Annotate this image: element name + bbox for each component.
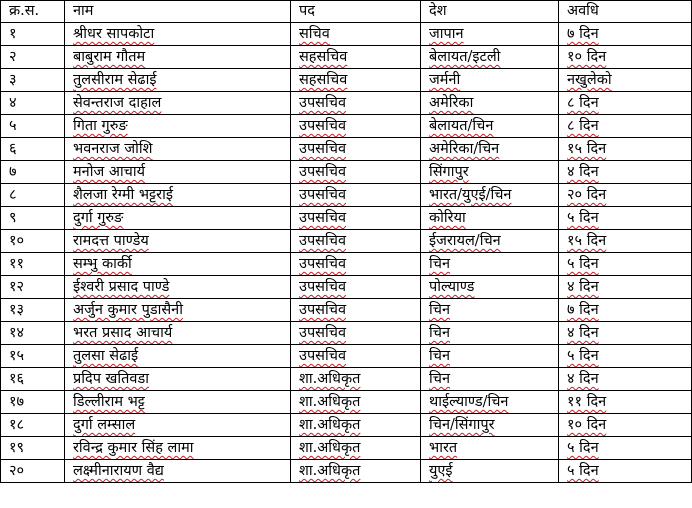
cell-name-text: गिता गुरुङ xyxy=(73,118,128,134)
cell-position-text: उपसचिव xyxy=(299,279,347,295)
cell-duration xyxy=(559,276,692,299)
cell-country xyxy=(421,368,559,391)
cell-name-text: श्रीधर सापकोटा xyxy=(73,26,155,42)
cell-duration xyxy=(559,69,692,92)
cell-country-text: चिन xyxy=(429,348,451,364)
table-row xyxy=(1,253,692,276)
cell-country xyxy=(421,161,559,184)
cell-country-text: सिंगापुर xyxy=(429,164,469,180)
cell-country xyxy=(421,230,559,253)
cell-country-text: जर्मनी xyxy=(429,72,461,88)
cell-duration xyxy=(559,207,692,230)
cell-duration-text: १० दिन xyxy=(567,417,607,433)
cell-position xyxy=(291,414,421,437)
table-row xyxy=(1,322,692,345)
cell-name-text: तुलसा सेढाई xyxy=(73,348,139,364)
cell-duration-text: १० दिन xyxy=(567,49,607,65)
cell-position xyxy=(291,207,421,230)
cell-serial-number-text: १४ xyxy=(9,325,25,341)
cell-country xyxy=(421,23,559,46)
table-row xyxy=(1,345,692,368)
cell-position-text: उपसचिव xyxy=(299,325,347,341)
cell-position-text: उपसचिव xyxy=(299,348,347,364)
cell-name-text: मनोज आचार्य xyxy=(73,164,146,180)
cell-serial-number-text: १३ xyxy=(9,302,25,318)
cell-position xyxy=(291,69,421,92)
cell-serial-number xyxy=(1,46,65,69)
cell-name-text: तुलसीराम सेढाई xyxy=(73,72,157,88)
cell-serial-number-text: ६ xyxy=(9,141,17,157)
cell-serial-number-text: ११ xyxy=(9,256,25,272)
cell-name-text: दुर्गा गुरुङ xyxy=(73,210,124,226)
cell-duration xyxy=(559,161,692,184)
cell-country-text: भारत/युएई/चिन xyxy=(429,187,512,203)
cell-country-text: चिन xyxy=(429,302,451,318)
cell-country-text: चिन xyxy=(429,256,451,272)
cell-position-text: उपसचिव xyxy=(299,141,347,157)
cell-name-text: भरत प्रसाद आचार्य xyxy=(73,325,173,341)
cell-country-text: चिन xyxy=(429,371,451,387)
cell-duration-text: १५ दिन xyxy=(567,141,607,157)
cell-name-text: प्रदिप खतिवडा xyxy=(73,371,150,387)
table-row xyxy=(1,437,692,460)
cell-position-text: उपसचिव xyxy=(299,302,347,318)
cell-serial-number xyxy=(1,299,65,322)
cell-duration xyxy=(559,138,692,161)
cell-position xyxy=(291,437,421,460)
header-duration: अवधि xyxy=(559,1,692,23)
cell-name-text: अर्जुन कुमार पुडासैनी xyxy=(73,302,183,318)
table-row xyxy=(1,230,692,253)
cell-name xyxy=(65,69,291,92)
cell-serial-number-text: १८ xyxy=(9,417,25,433)
cell-country xyxy=(421,437,559,460)
cell-name-text: सम्भु कार्की xyxy=(73,256,132,272)
cell-position-text: उपसचिव xyxy=(299,256,347,272)
cell-serial-number-text: १० xyxy=(9,233,25,249)
cell-name-text: बाबुराम गौतम xyxy=(73,49,146,65)
cell-duration-text: ५ दिन xyxy=(567,463,599,479)
cell-position-text: शा.अधिकृत xyxy=(299,440,361,456)
cell-name xyxy=(65,391,291,414)
cell-duration-text: ४ दिन xyxy=(567,279,599,295)
cell-name xyxy=(65,230,291,253)
cell-country xyxy=(421,46,559,69)
cell-country xyxy=(421,391,559,414)
cell-duration xyxy=(559,46,692,69)
cell-country-text: ईजरायल/चिन xyxy=(429,233,501,249)
cell-country-text: जापान xyxy=(429,26,464,42)
table-row xyxy=(1,460,692,483)
cell-country xyxy=(421,92,559,115)
cell-position xyxy=(291,92,421,115)
cell-country xyxy=(421,207,559,230)
cell-name-text: दुर्गा लम्साल xyxy=(73,417,136,433)
cell-country xyxy=(421,322,559,345)
table-row xyxy=(1,299,692,322)
cell-serial-number xyxy=(1,253,65,276)
cell-name xyxy=(65,184,291,207)
cell-name-text: रामदत्त पाण्डेय xyxy=(73,233,149,249)
cell-country-text: चिन xyxy=(429,325,451,341)
cell-country-text: कोरिया xyxy=(429,210,466,226)
cell-position xyxy=(291,460,421,483)
cell-duration xyxy=(559,92,692,115)
cell-country xyxy=(421,69,559,92)
cell-position-text: उपसचिव xyxy=(299,233,347,249)
cell-name xyxy=(65,92,291,115)
cell-serial-number-text: ९ xyxy=(9,210,17,226)
cell-position xyxy=(291,299,421,322)
cell-duration-text: ५ दिन xyxy=(567,440,599,456)
header-country: देश xyxy=(421,1,559,23)
cell-duration-text: ५ दिन xyxy=(567,256,599,272)
cell-position xyxy=(291,46,421,69)
cell-duration xyxy=(559,368,692,391)
cell-position-text: उपसचिव xyxy=(299,210,347,226)
cell-position-text: सहसचिव xyxy=(299,49,348,65)
cell-country-text: अमेरिका xyxy=(429,95,474,111)
cell-country-text: अमेरिका/चिन xyxy=(429,141,500,157)
cell-duration-text: ७ दिन xyxy=(567,302,599,318)
cell-serial-number xyxy=(1,115,65,138)
cell-position xyxy=(291,322,421,345)
cell-duration xyxy=(559,230,692,253)
cell-duration-text: ४ दिन xyxy=(567,164,599,180)
cell-position-text: शा.अधिकृत xyxy=(299,371,361,387)
cell-position xyxy=(291,368,421,391)
cell-serial-number xyxy=(1,368,65,391)
cell-duration-text: ५ दिन xyxy=(567,348,599,364)
cell-position-text: शा.अधिकृत xyxy=(299,417,361,433)
cell-country-text: बेलायत/चिन xyxy=(429,118,494,134)
cell-name-text: भवनराज जोशि xyxy=(73,141,153,157)
cell-duration-text: ७ दिन xyxy=(567,26,599,42)
cell-name xyxy=(65,138,291,161)
cell-duration xyxy=(559,437,692,460)
cell-serial-number xyxy=(1,138,65,161)
cell-duration-text: ११ दिन xyxy=(567,394,607,410)
cell-name xyxy=(65,115,291,138)
cell-name-text: रविन्द्र कुमार सिंह लामा xyxy=(73,440,194,456)
cell-position xyxy=(291,391,421,414)
cell-name xyxy=(65,368,291,391)
table-row xyxy=(1,207,692,230)
cell-serial-number-text: ७ xyxy=(9,164,17,180)
table-row xyxy=(1,391,692,414)
table-row xyxy=(1,138,692,161)
cell-duration xyxy=(559,391,692,414)
table-row xyxy=(1,184,692,207)
table-row xyxy=(1,115,692,138)
cell-name-text: शैलजा रेग्मी भट्टराई xyxy=(73,187,173,203)
table-row xyxy=(1,414,692,437)
cell-country-text: बेलायत/इटली xyxy=(429,49,501,65)
table-row xyxy=(1,46,692,69)
cell-serial-number xyxy=(1,23,65,46)
cell-name xyxy=(65,161,291,184)
header-serial-number: क्र.स. xyxy=(1,1,65,23)
cell-serial-number xyxy=(1,230,65,253)
cell-country xyxy=(421,184,559,207)
cell-position xyxy=(291,23,421,46)
cell-serial-number xyxy=(1,391,65,414)
cell-name xyxy=(65,322,291,345)
cell-country-text: भारत xyxy=(429,440,458,456)
cell-position xyxy=(291,345,421,368)
cell-duration xyxy=(559,253,692,276)
cell-position-text: शा.अधिकृत xyxy=(299,463,361,479)
cell-name xyxy=(65,276,291,299)
cell-position-text: उपसचिव xyxy=(299,95,347,111)
cell-duration-text: ४ दिन xyxy=(567,325,599,341)
cell-position xyxy=(291,253,421,276)
cell-name-text: सेवन्तराज दाहाल xyxy=(73,95,162,111)
table-row xyxy=(1,69,692,92)
cell-duration-text: ४ दिन xyxy=(567,371,599,387)
cell-duration xyxy=(559,345,692,368)
header-name: नाम xyxy=(65,1,291,23)
cell-duration xyxy=(559,115,692,138)
cell-country xyxy=(421,345,559,368)
cell-name-text: लक्ष्मीनारायण वैद्य xyxy=(73,463,164,479)
cell-position xyxy=(291,138,421,161)
cell-country-text: थाईल्याण्ड/चिन xyxy=(429,394,509,410)
cell-name xyxy=(65,23,291,46)
cell-duration-text: ८ दिन xyxy=(567,95,599,111)
table-row xyxy=(1,23,692,46)
cell-duration xyxy=(559,23,692,46)
cell-serial-number xyxy=(1,92,65,115)
cell-name xyxy=(65,46,291,69)
cell-country xyxy=(421,276,559,299)
cell-serial-number xyxy=(1,322,65,345)
cell-country xyxy=(421,414,559,437)
cell-name xyxy=(65,253,291,276)
cell-serial-number xyxy=(1,276,65,299)
cell-serial-number xyxy=(1,414,65,437)
cell-name xyxy=(65,299,291,322)
cell-position xyxy=(291,184,421,207)
table-row xyxy=(1,161,692,184)
table-row xyxy=(1,92,692,115)
cell-name-text: डिल्लीराम भट्ट xyxy=(73,394,145,410)
cell-name xyxy=(65,460,291,483)
header-position: पद xyxy=(291,1,421,23)
cell-position-text: शा.अधिकृत xyxy=(299,394,361,410)
cell-position-text: सहसचिव xyxy=(299,72,348,88)
cell-country xyxy=(421,460,559,483)
cell-serial-number-text: ४ xyxy=(9,95,17,111)
cell-country xyxy=(421,138,559,161)
cell-serial-number xyxy=(1,460,65,483)
cell-serial-number-text: २० xyxy=(9,463,25,479)
cell-serial-number xyxy=(1,345,65,368)
cell-serial-number-text: ३ xyxy=(9,72,17,88)
cell-serial-number-text: २ xyxy=(9,49,17,65)
table-body xyxy=(1,23,692,483)
cell-country-text: पोल्याण्ड xyxy=(429,279,475,295)
cell-name xyxy=(65,207,291,230)
table-row xyxy=(1,276,692,299)
cell-serial-number-text: १५ xyxy=(9,348,25,364)
cell-duration-text: ८ दिन xyxy=(567,118,599,134)
cell-position-text: सचिव xyxy=(299,26,330,42)
cell-duration xyxy=(559,322,692,345)
cell-country-text: युएई xyxy=(429,463,453,479)
cell-position-text: उपसचिव xyxy=(299,118,347,134)
cell-duration-text: नखुलेको xyxy=(567,72,612,88)
cell-serial-number-text: ५ xyxy=(9,118,17,134)
cell-country-text: चिन/सिंगापुर xyxy=(429,417,495,433)
cell-duration-text: १५ दिन xyxy=(567,233,607,249)
cell-serial-number xyxy=(1,161,65,184)
cell-name-text: ईश्वरी प्रसाद पाण्डे xyxy=(73,279,170,295)
cell-country xyxy=(421,253,559,276)
cell-name xyxy=(65,414,291,437)
cell-position xyxy=(291,276,421,299)
cell-duration xyxy=(559,299,692,322)
cell-serial-number xyxy=(1,69,65,92)
cell-serial-number-text: ८ xyxy=(9,187,17,203)
cell-serial-number-text: १७ xyxy=(9,394,25,410)
cell-duration-text: २० दिन xyxy=(567,187,607,203)
cell-serial-number-text: १९ xyxy=(9,440,25,456)
cell-serial-number-text: १६ xyxy=(9,371,25,387)
cell-position-text: उपसचिव xyxy=(299,164,347,180)
cell-position-text: उपसचिव xyxy=(299,187,347,203)
cell-duration-text: ५ दिन xyxy=(567,210,599,226)
table-row xyxy=(1,368,692,391)
cell-duration xyxy=(559,414,692,437)
cell-name xyxy=(65,437,291,460)
cell-position xyxy=(291,161,421,184)
cell-serial-number xyxy=(1,437,65,460)
cell-serial-number-text: १२ xyxy=(9,279,25,295)
cell-position xyxy=(291,115,421,138)
cell-serial-number xyxy=(1,207,65,230)
cell-duration xyxy=(559,460,692,483)
cell-duration xyxy=(559,184,692,207)
cell-country xyxy=(421,299,559,322)
cell-name xyxy=(65,345,291,368)
cell-position xyxy=(291,230,421,253)
cell-serial-number-text: १ xyxy=(9,26,17,42)
cell-country xyxy=(421,115,559,138)
cell-serial-number xyxy=(1,184,65,207)
table-header-row xyxy=(1,1,692,23)
